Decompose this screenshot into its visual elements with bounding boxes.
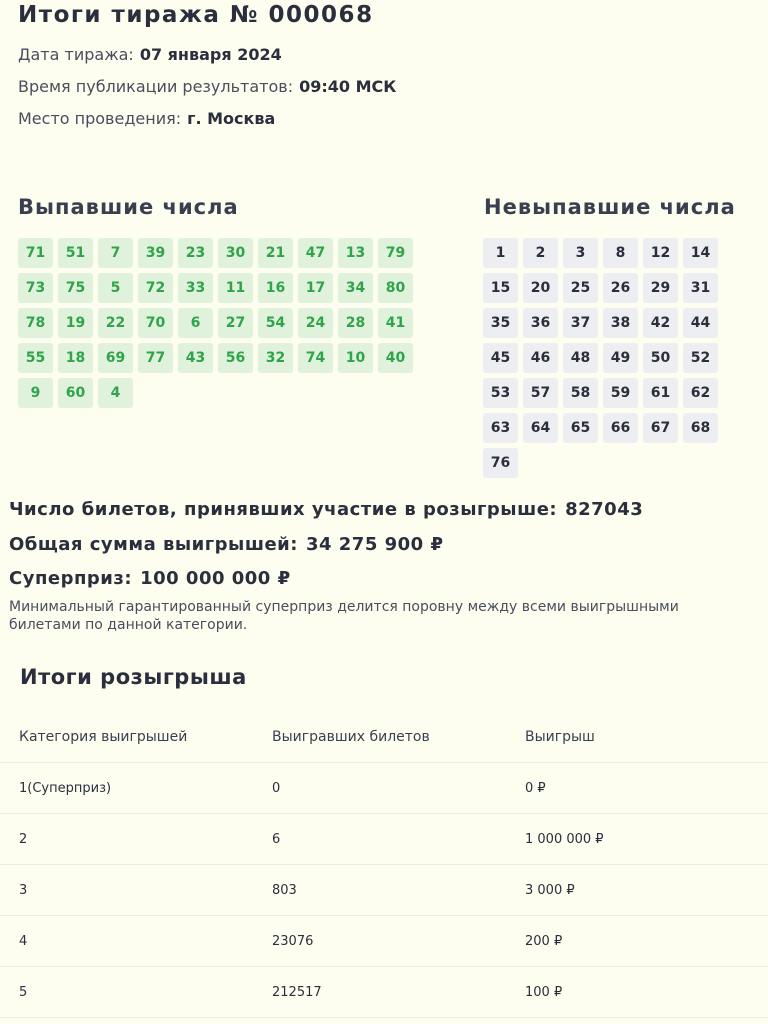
- drawn-number-ball: 55: [18, 343, 53, 373]
- drawn-number-ball: 28: [338, 308, 373, 338]
- drawn-number-ball: 30: [218, 238, 253, 268]
- column-header-prize: Выигрыш: [525, 712, 768, 763]
- drawn-number-ball: 69: [98, 343, 133, 373]
- column-header-winners: Выигравших билетов: [272, 712, 525, 763]
- drawn-number-ball: 4: [98, 378, 133, 408]
- not-drawn-number-ball: 64: [523, 413, 558, 443]
- category-cell: 3: [0, 865, 272, 916]
- prize-cell: 1 000 000 ₽: [525, 814, 768, 865]
- tickets-count-line: [9, 499, 643, 520]
- not-drawn-number-ball: 2: [523, 238, 558, 268]
- superprize-line: [9, 568, 291, 589]
- not-drawn-number-ball: 66: [603, 413, 638, 443]
- table-row: [0, 865, 768, 916]
- not-drawn-number-ball: 48: [563, 343, 598, 373]
- superprize-note: Минимальный гарантированный суперприз делится поровну между всеми выигрышными билетами по данной категории.: [9, 599, 679, 633]
- drawn-number-ball: 54: [258, 308, 293, 338]
- drawn-number-ball: 72: [138, 273, 173, 303]
- drawn-number-ball: 6: [178, 308, 213, 338]
- total-winnings-label: Общая сумма выигрышей:: [9, 534, 298, 555]
- results-title: Итоги розыгрыша: [20, 665, 247, 689]
- drawn-number-ball: 77: [138, 343, 173, 373]
- winners-cell: 6: [272, 814, 525, 865]
- drawn-number-ball: 74: [298, 343, 333, 373]
- not-drawn-number-ball: 62: [683, 378, 718, 408]
- drawn-numbers-grid: [18, 238, 413, 408]
- table-row: [0, 967, 768, 1018]
- venue-label: Место проведения:: [18, 109, 182, 128]
- drawn-number-ball: 51: [58, 238, 93, 268]
- drawn-number-ball: 80: [378, 273, 413, 303]
- prize-cell: 200 ₽: [525, 916, 768, 967]
- drawn-number-ball: 73: [18, 273, 53, 303]
- not-drawn-number-ball: 68: [683, 413, 718, 443]
- not-drawn-numbers-grid: [483, 238, 718, 478]
- not-drawn-number-ball: 46: [523, 343, 558, 373]
- page-title: Итоги тиража № 000068: [18, 2, 374, 28]
- drawn-number-ball: 79: [378, 238, 413, 268]
- drawn-number-ball: 41: [378, 308, 413, 338]
- not-drawn-number-ball: 12: [643, 238, 678, 268]
- prize-cell: 0 ₽: [525, 763, 768, 814]
- venue-line: [18, 109, 275, 128]
- not-drawn-number-ball: 8: [603, 238, 638, 268]
- not-drawn-numbers-title: Невыпавшие числа: [484, 195, 736, 219]
- table-row: [0, 763, 768, 814]
- drawn-number-ball: 60: [58, 378, 93, 408]
- total-winnings-line: [9, 534, 444, 555]
- total-winnings-value: 34 275 900 ₽: [305, 534, 444, 555]
- drawn-number-ball: 34: [338, 273, 373, 303]
- not-drawn-number-ball: 67: [643, 413, 678, 443]
- drawn-number-ball: 33: [178, 273, 213, 303]
- not-drawn-number-ball: 37: [563, 308, 598, 338]
- drawn-number-ball: 27: [218, 308, 253, 338]
- drawn-number-ball: 19: [58, 308, 93, 338]
- drawn-number-ball: 24: [298, 308, 333, 338]
- drawn-number-ball: 18: [58, 343, 93, 373]
- results-header-row: [0, 712, 768, 763]
- not-drawn-number-ball: 63: [483, 413, 518, 443]
- not-drawn-number-ball: 42: [643, 308, 678, 338]
- drawn-number-ball: 71: [18, 238, 53, 268]
- drawn-number-ball: 78: [18, 308, 53, 338]
- venue-value: г. Москва: [187, 109, 276, 128]
- drawn-number-ball: 22: [98, 308, 133, 338]
- not-drawn-number-ball: 44: [683, 308, 718, 338]
- not-drawn-number-ball: 1: [483, 238, 518, 268]
- drawn-number-ball: 21: [258, 238, 293, 268]
- category-cell: 1(Суперприз): [0, 763, 272, 814]
- drawn-number-ball: 13: [338, 238, 373, 268]
- drawn-number-ball: 23: [178, 238, 213, 268]
- winners-cell: 0: [272, 763, 525, 814]
- publish-time-line: [18, 77, 396, 96]
- not-drawn-number-ball: 65: [563, 413, 598, 443]
- not-drawn-number-ball: 49: [603, 343, 638, 373]
- not-drawn-number-ball: 25: [563, 273, 598, 303]
- winners-cell: 23076: [272, 916, 525, 967]
- not-drawn-number-ball: 61: [643, 378, 678, 408]
- drawn-number-ball: 47: [298, 238, 333, 268]
- drawn-number-ball: 39: [138, 238, 173, 268]
- not-drawn-number-ball: 38: [603, 308, 638, 338]
- not-drawn-number-ball: 59: [603, 378, 638, 408]
- winners-cell: 212517: [272, 967, 525, 1018]
- prize-cell: 3 000 ₽: [525, 865, 768, 916]
- drawn-number-ball: 17: [298, 273, 333, 303]
- publish-time-value: 09:40 МСК: [299, 77, 397, 96]
- winners-cell: 803: [272, 865, 525, 916]
- drawn-number-ball: 16: [258, 273, 293, 303]
- publish-time-label: Время публикации результатов:: [18, 77, 294, 96]
- category-cell: 4: [0, 916, 272, 967]
- drawn-number-ball: 75: [58, 273, 93, 303]
- superprize-value: 100 000 000 ₽: [140, 568, 291, 589]
- prize-cell: 100 ₽: [525, 967, 768, 1018]
- drawn-number-ball: 70: [138, 308, 173, 338]
- not-drawn-number-ball: 50: [643, 343, 678, 373]
- drawn-number-ball: 43: [178, 343, 213, 373]
- not-drawn-number-ball: 31: [683, 273, 718, 303]
- tickets-count-label: Число билетов, принявших участие в розыгрыше:: [9, 499, 558, 520]
- not-drawn-number-ball: 14: [683, 238, 718, 268]
- column-header-category: Категория выигрышей: [0, 712, 272, 763]
- tickets-count-value: 827043: [565, 499, 644, 520]
- not-drawn-number-ball: 45: [483, 343, 518, 373]
- not-drawn-number-ball: 53: [483, 378, 518, 408]
- drawn-number-ball: 11: [218, 273, 253, 303]
- superprize-label: Суперприз:: [9, 568, 133, 589]
- drawn-number-ball: 5: [98, 273, 133, 303]
- drawn-number-ball: 7: [98, 238, 133, 268]
- not-drawn-number-ball: 15: [483, 273, 518, 303]
- results-table: [0, 712, 768, 1018]
- drawn-number-ball: 40: [378, 343, 413, 373]
- not-drawn-number-ball: 35: [483, 308, 518, 338]
- not-drawn-number-ball: 26: [603, 273, 638, 303]
- drawn-number-ball: 10: [338, 343, 373, 373]
- not-drawn-number-ball: 58: [563, 378, 598, 408]
- not-drawn-number-ball: 76: [483, 448, 518, 478]
- not-drawn-number-ball: 52: [683, 343, 718, 373]
- drawn-number-ball: 56: [218, 343, 253, 373]
- draw-date-line: [18, 45, 282, 64]
- draw-date-value: 07 января 2024: [139, 45, 282, 64]
- category-cell: 5: [0, 967, 272, 1018]
- category-cell: 2: [0, 814, 272, 865]
- not-drawn-number-ball: 36: [523, 308, 558, 338]
- not-drawn-number-ball: 20: [523, 273, 558, 303]
- not-drawn-number-ball: 57: [523, 378, 558, 408]
- draw-date-label: Дата тиража:: [18, 45, 134, 64]
- drawn-number-ball: 32: [258, 343, 293, 373]
- drawn-numbers-title: Выпавшие числа: [18, 195, 239, 219]
- table-row: [0, 916, 768, 967]
- table-row: [0, 814, 768, 865]
- drawn-number-ball: 9: [18, 378, 53, 408]
- not-drawn-number-ball: 3: [563, 238, 598, 268]
- not-drawn-number-ball: 29: [643, 273, 678, 303]
